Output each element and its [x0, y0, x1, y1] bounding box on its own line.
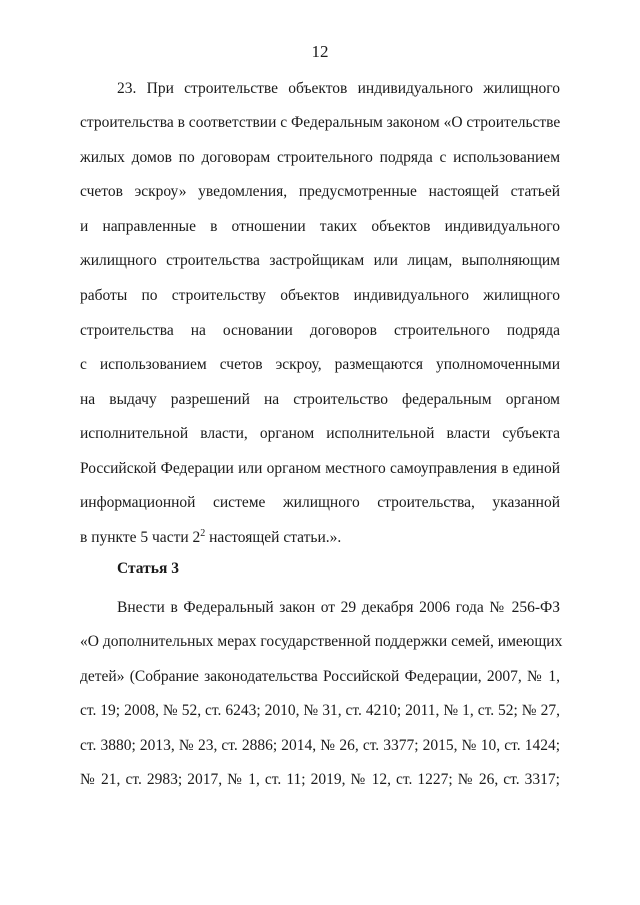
paragraph-line: информационной системе жилищного строительства, указанной: [80, 494, 560, 511]
paragraph-line: «О дополнительных мерах государственной поддержки семей, имеющих: [80, 633, 563, 650]
page-number: 12: [311, 42, 329, 61]
article-heading: Статья 3: [117, 560, 179, 577]
paragraph-text: настоящей статьи.».: [205, 529, 342, 546]
paragraph-line: с использованием счетов эскроу, размещаются уполномоченными: [80, 356, 560, 373]
paragraph-line: счетов эскроу» уведомления, предусмотренные настоящей статьей: [80, 183, 560, 200]
paragraph-line: жилых домов по договорам строительного подряда с использованием: [80, 149, 560, 166]
paragraph-line: детей» (Собрание законодательства Российской Федерации, 2007, № 1,: [80, 668, 560, 685]
paragraph-line: строительства в соответствии с Федеральным законом «О строительстве: [80, 114, 561, 131]
paragraph-line: 23. При строительстве объектов индивидуального жилищного: [117, 80, 560, 97]
superscript: 2: [200, 528, 206, 539]
paragraph-line: на выдачу разрешений на строительство федеральным органом: [80, 391, 560, 408]
paragraph-line: и направленные в отношении таких объектов индивидуального: [80, 218, 560, 235]
paragraph-line: Внести в Федеральный закон от 29 декабря 2006 года № 256-ФЗ: [117, 599, 560, 616]
paragraph-line: жилищного строительства застройщикам или лицам, выполняющим: [80, 252, 560, 269]
paragraph-line: № 21, ст. 2983; 2017, № 1, ст. 11; 2019, № 12, ст. 1227; № 26, ст. 3317;: [80, 771, 560, 788]
paragraph-line: работы по строительству объектов индивидуального жилищного: [80, 287, 560, 304]
paragraph-line: исполнительной власти, органом исполнительной власти субъекта: [80, 425, 560, 442]
paragraph-line: ст. 19; 2008, № 52, ст. 6243; 2010, № 31, ст. 4210; 2011, № 1, ст. 52; № 27,: [80, 702, 560, 719]
paragraph-last-line: [80, 528, 560, 548]
paragraph-line: строительства на основании договоров строительного подряда: [80, 322, 560, 339]
paragraph-line: Российской Федерации или органом местного самоуправления в единой: [80, 460, 560, 477]
paragraph-text: в пункте 5 части 2: [80, 529, 201, 546]
paragraph-line: ст. 3880; 2013, № 23, ст. 2886; 2014, № 26, ст. 3377; 2015, № 10, ст. 1424;: [80, 737, 560, 754]
